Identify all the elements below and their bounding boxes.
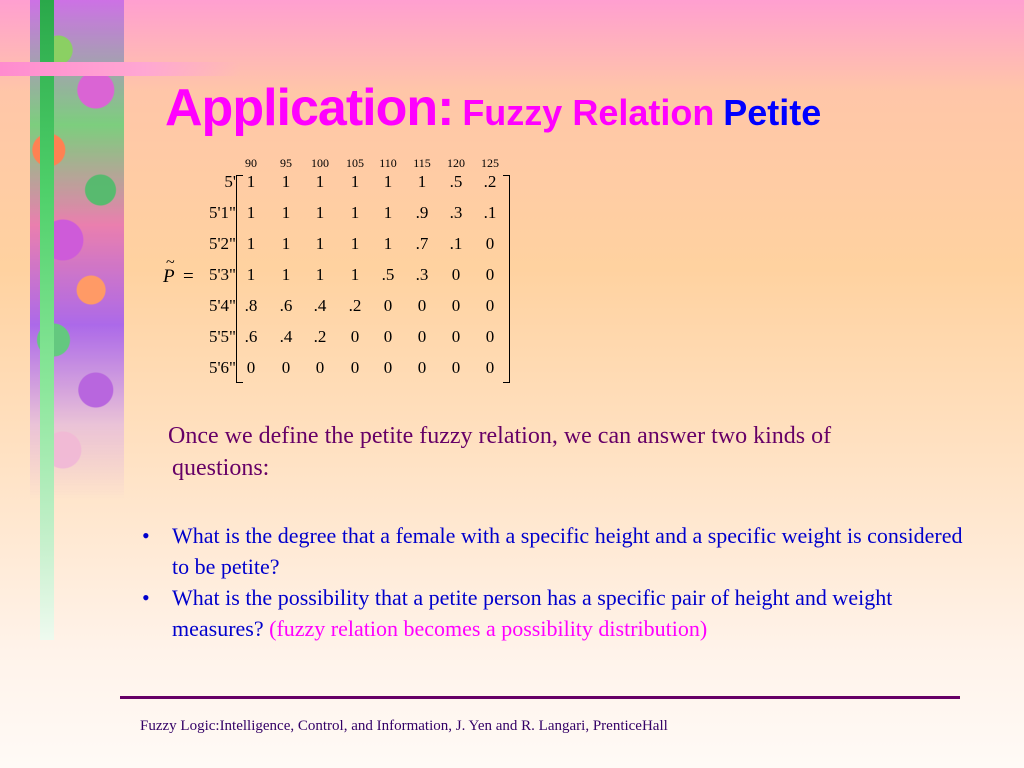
footer-citation: Fuzzy Logic:Intelligence, Control, and Information, J. Yen and R. Langari, PrenticeHall [140, 718, 668, 734]
list-item [140, 582, 970, 644]
matrix-cell: 1 [281, 265, 291, 284]
footer-divider [120, 696, 960, 699]
matrix-cell: 1 [350, 234, 360, 253]
matrix-cell: 1 [281, 172, 291, 191]
column-header: 90 [245, 156, 257, 170]
matrix-cell: 0 [417, 327, 427, 346]
column-header: 105 [346, 156, 364, 170]
matrix-cell: .1 [483, 203, 497, 222]
bullet-symbol: • [142, 523, 150, 548]
matrix-cell: 0 [417, 358, 427, 377]
column-header: 120 [447, 156, 465, 170]
matrix-cell: 0 [350, 327, 360, 346]
matrix-cell: 1 [246, 203, 256, 222]
matrix-cell: 1 [350, 203, 360, 222]
matrix-cell: .4 [279, 327, 293, 346]
matrix-cell: 0 [485, 234, 495, 253]
intro-line-1: Once we define the petite fuzzy relation, we can answer two kinds of [168, 423, 832, 449]
column-header: 95 [280, 156, 292, 170]
matrix-cell: 0 [315, 358, 325, 377]
matrix-cell: .6 [279, 296, 293, 315]
matrix-cell: 1 [350, 265, 360, 284]
matrix-cell: 0 [451, 327, 461, 346]
bullet-text: What is the possibility that a petite person has a specific pair of height and weight measures? [172, 585, 893, 641]
matrix-cell: .3 [415, 265, 429, 284]
matrix-cell: 0 [383, 296, 393, 315]
matrix-cell: .8 [244, 296, 258, 315]
matrix-cell: 0 [350, 358, 360, 377]
matrix-equals: = [183, 266, 194, 287]
matrix-cell: .4 [313, 296, 327, 315]
matrix-cell: 0 [383, 358, 393, 377]
matrix-cell: 1 [246, 172, 256, 191]
matrix-cell: 0 [451, 358, 461, 377]
matrix-left-bracket [236, 175, 243, 383]
matrix-cell: 0 [383, 327, 393, 346]
row-label: 5'3" [208, 265, 236, 284]
matrix-cell: 1 [281, 234, 291, 253]
row-label: 5'2" [208, 234, 236, 253]
matrix-cell: 0 [451, 265, 461, 284]
matrix-cell: 0 [281, 358, 291, 377]
matrix-cell: 0 [485, 265, 495, 284]
matrix-cell: 0 [417, 296, 427, 315]
matrix-cell: .5 [449, 172, 463, 191]
question-list [140, 520, 970, 644]
matrix-cell: 1 [417, 172, 427, 191]
title-application: Application: [165, 79, 454, 137]
row-label: 5' [224, 172, 236, 191]
title-fuzzy-relation: Fuzzy Relation [462, 92, 715, 133]
matrix-cell: .5 [381, 265, 395, 284]
column-header: 115 [413, 156, 431, 170]
title-petite: Petite [723, 92, 822, 133]
row-label: 5'6" [208, 358, 236, 377]
matrix-cell: .6 [244, 327, 258, 346]
row-label: 5'5" [208, 327, 236, 346]
bullet-note: (fuzzy relation becomes a possibility distribution) [269, 616, 708, 641]
matrix-cell: .1 [449, 234, 463, 253]
column-header: 125 [481, 156, 499, 170]
matrix-cell: 0 [485, 358, 495, 377]
row-label: 5'1" [208, 203, 236, 222]
intro-line-2: questions: [172, 455, 270, 481]
matrix-cell: 1 [281, 203, 291, 222]
matrix-cell: 1 [383, 172, 393, 191]
matrix-cell: 1 [383, 203, 393, 222]
matrix-cell: .2 [348, 296, 362, 315]
matrix-cell: .9 [415, 203, 429, 222]
bullet-symbol: • [142, 585, 150, 610]
list-item [140, 520, 970, 582]
bullet-text: What is the degree that a female with a specific height and a specific weight is considered to be petite? [172, 523, 963, 579]
matrix-symbol-letter: P [163, 266, 175, 287]
column-header: 110 [379, 156, 397, 170]
row-label: 5'4" [208, 296, 236, 315]
matrix-cell: 0 [246, 358, 256, 377]
matrix-cell: 1 [350, 172, 360, 191]
matrix-cell: 1 [315, 234, 325, 253]
column-header: 100 [311, 156, 329, 170]
matrix-cell: 0 [485, 327, 495, 346]
matrix-cell: 0 [485, 296, 495, 315]
matrix-cell: 1 [315, 203, 325, 222]
matrix-cell: 1 [383, 234, 393, 253]
intro-paragraph [168, 420, 968, 484]
matrix-cell: 1 [246, 265, 256, 284]
matrix-cell: .2 [483, 172, 497, 191]
matrix-cell: .2 [313, 327, 327, 346]
matrix-cell: 1 [315, 265, 325, 284]
matrix-cell: 0 [451, 296, 461, 315]
matrix-cell: 1 [315, 172, 325, 191]
matrix-right-bracket [503, 175, 510, 383]
matrix-cell: .3 [449, 203, 463, 222]
matrix-cell: 1 [246, 234, 256, 253]
matrix-cell: .7 [415, 234, 429, 253]
tilde-mark: ~ [166, 254, 175, 271]
